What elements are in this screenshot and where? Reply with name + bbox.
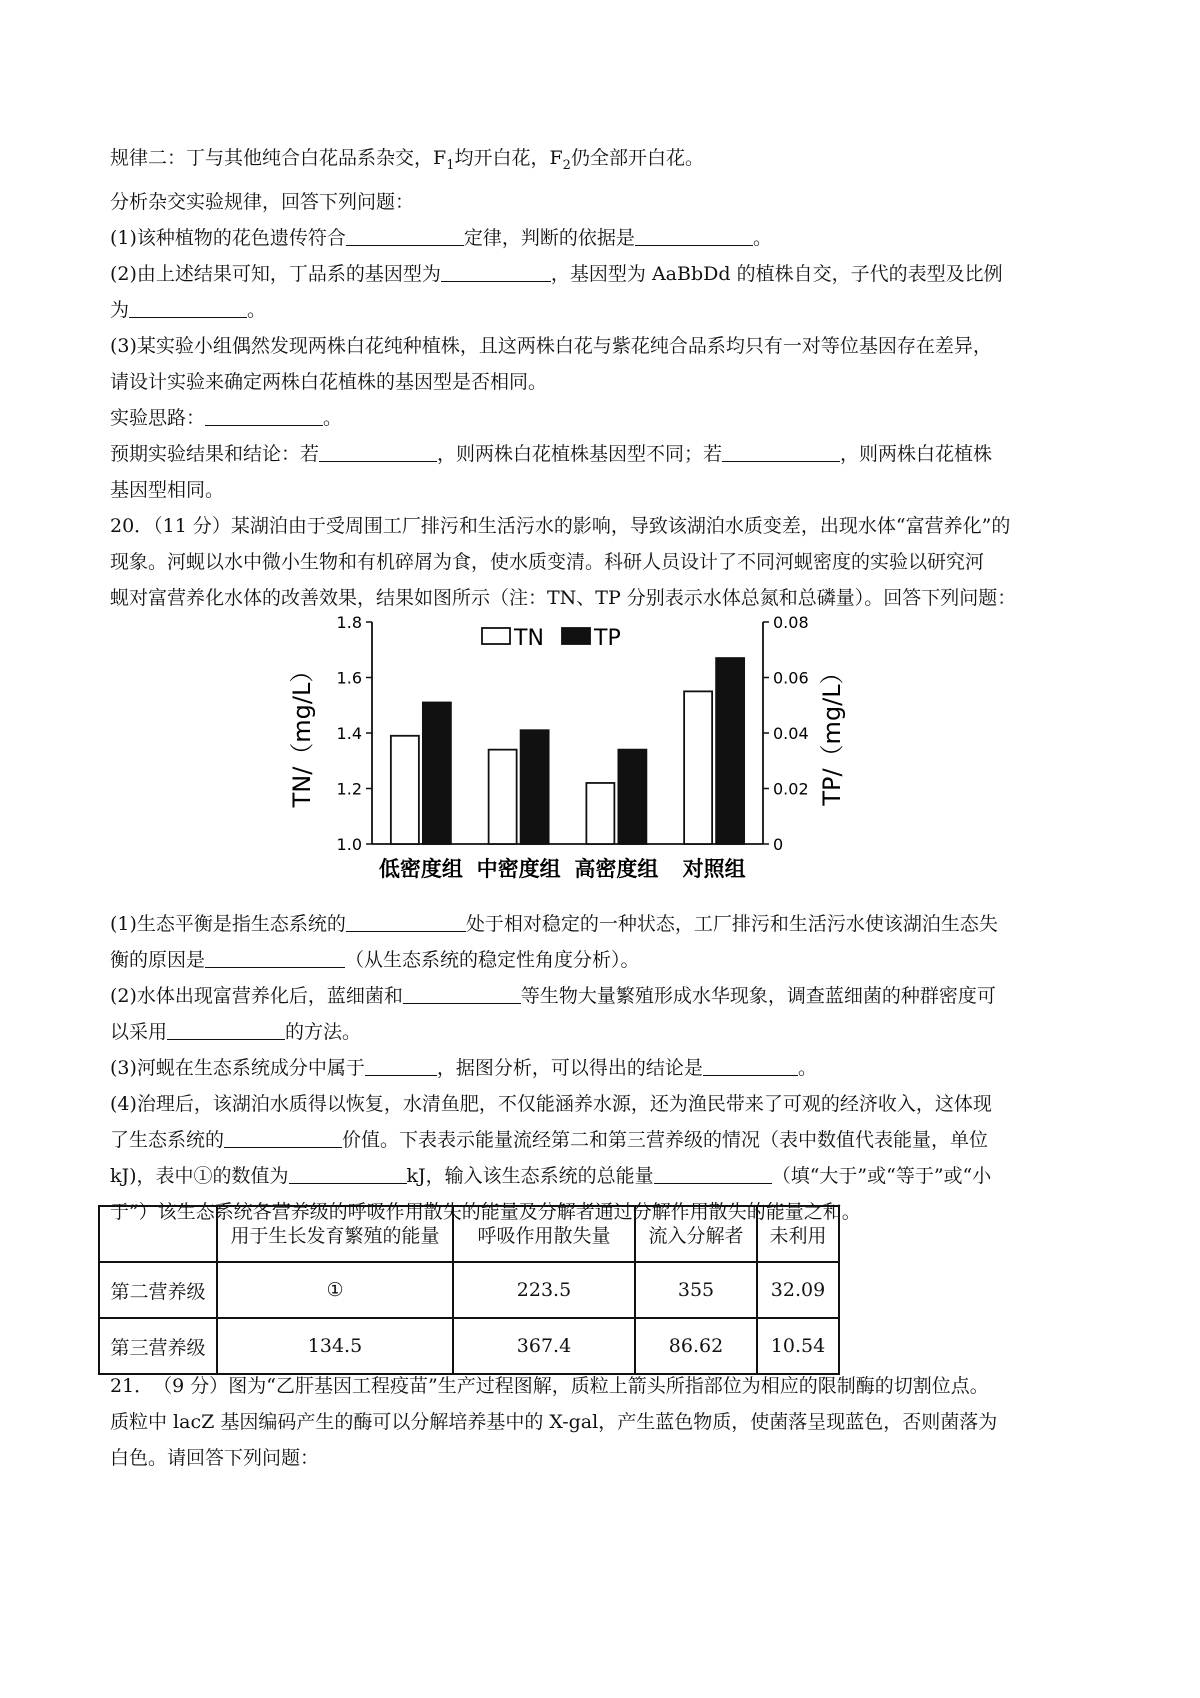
tp-bar xyxy=(618,749,646,843)
tn-tp-chart xyxy=(110,616,1100,906)
table-cell: 32.09 xyxy=(757,1262,839,1318)
q19-1: (1)该种植物的花色遗传符合 定律，判断的依据是 。 xyxy=(110,226,772,249)
answer-blank[interactable] xyxy=(289,1163,407,1184)
table-cell: 第二营养级 xyxy=(99,1262,217,1318)
tn-bar xyxy=(586,783,614,844)
answer-blank[interactable] xyxy=(654,1163,772,1184)
answer-blank[interactable] xyxy=(346,911,466,932)
answer-blank[interactable] xyxy=(167,1019,285,1040)
answer-blank[interactable] xyxy=(722,441,840,462)
answer-blank[interactable] xyxy=(319,441,437,462)
instruction-line: 分析杂交实验规律，回答下列问题： xyxy=(110,190,415,213)
energy-table xyxy=(98,1205,840,1375)
table-header-cell: 用于生长发育繁殖的能量 xyxy=(217,1206,453,1262)
tn-bar xyxy=(391,736,419,844)
legend-label-tp: TP xyxy=(594,625,621,651)
table-cell: 367.4 xyxy=(453,1318,635,1374)
question-text-top xyxy=(110,140,1100,1230)
y2-axis-title: TP/（mg/L） xyxy=(818,660,846,806)
table-cell: ① xyxy=(217,1262,453,1318)
q20-4a: (4)治理后，该湖泊水质得以恢复，水清鱼肥，不仅能涵养水源，还为渔民带来了可观的经济收入，这体现 xyxy=(110,1092,992,1115)
q19-2b: 为 。 xyxy=(110,298,267,321)
q20-4c: kJ)，表中①的数值为 kJ，输入该生态系统的总能量 （填“大于”或“等于”或“小 xyxy=(110,1164,992,1187)
q21-line-2: 质粒中 lacZ 基因编码产生的酶可以分解培养基中的 X-gal，产生蓝色物质，使菌落呈现蓝色，否则菌落为 xyxy=(110,1411,998,1433)
q20-1b: 衡的原因是 （从生态系统的稳定性角度分析）。 xyxy=(110,948,640,971)
y2-tick-label: 0.02 xyxy=(773,779,809,799)
category-label: 中密度组 xyxy=(476,856,561,881)
legend-swatch-tn xyxy=(482,628,510,644)
q20-1a: (1)生态平衡是指生态系统的 处于相对稳定的一种状态，工厂排污和生活污水使该湖泊生态失 xyxy=(110,912,998,935)
legend-label-tn: TN xyxy=(514,625,544,651)
q20-2b: 以采用 的方法。 xyxy=(110,1020,362,1043)
q20-3: (3)河蚬在生态系统成分中属于 ，据图分析，可以得出的结论是 。 xyxy=(110,1056,817,1079)
y-tick-label: 1.6 xyxy=(336,668,362,688)
y2-tick-label: 0.06 xyxy=(773,668,809,688)
y-tick-label: 1.4 xyxy=(336,723,362,743)
q19-3e: 基因型相同。 xyxy=(110,478,225,501)
category-label: 对照组 xyxy=(682,856,746,881)
table-header-row xyxy=(99,1206,839,1262)
answer-blank[interactable] xyxy=(205,947,345,968)
q20-intro-1: 20．（11 分）某湖泊由于受周围工厂排污和生活污水的影响，导致该湖泊水质变差，出现水体“富营养化”的 xyxy=(110,514,1011,537)
y-tick-label: 1.8 xyxy=(336,615,362,632)
answer-blank[interactable] xyxy=(346,225,464,246)
table-row xyxy=(99,1318,839,1374)
y2-tick-label: 0 xyxy=(773,834,784,854)
tn-bar xyxy=(489,749,517,843)
y-axis-title: TN/（mg/L） xyxy=(288,658,316,808)
q20-intro-2: 现象。河蚬以水中微小生物和有机碎屑为食，使水质变清。科研人员设计了不同河蚬密度的实验以研究河 xyxy=(110,550,985,573)
answer-blank[interactable] xyxy=(224,1127,342,1148)
answer-blank[interactable] xyxy=(635,225,753,246)
y2-tick-label: 0.08 xyxy=(773,615,809,632)
answer-blank[interactable] xyxy=(703,1055,798,1076)
q19-3b: 请设计实验来确定两株白花植株的基因型是否相同。 xyxy=(110,370,548,393)
answer-blank[interactable] xyxy=(129,297,247,318)
table-cell: 86.62 xyxy=(635,1318,757,1374)
table-cell: 第三营养级 xyxy=(99,1318,217,1374)
table-header-cell: 未利用 xyxy=(757,1206,839,1262)
bar-chart xyxy=(110,616,1100,906)
table-header-cell: 流入分解者 xyxy=(635,1206,757,1262)
q21-line-3: 白色。请回答下列问题： xyxy=(110,1447,320,1469)
q19-2a: (2)由上述结果可知，丁品系的基因型为 ，基因型为 AaBbDd 的植株自交，子代的表型及比例 xyxy=(110,262,1003,285)
tp-bar xyxy=(521,730,549,844)
table-cell: 10.54 xyxy=(757,1318,839,1374)
answer-blank[interactable] xyxy=(205,405,323,426)
q19-3c: 实验思路： 。 xyxy=(110,406,343,429)
q19-3a: (3)某实验小组偶然发现两株白花纯种植株，且这两株白花与紫花纯合品系均只有一对等位基因存在差异， xyxy=(110,334,992,357)
q19-3d: 预期实验结果和结论：若 ，则两株白花植株基因型不同；若 ，则两株白花植株 xyxy=(110,442,993,465)
category-label: 高密度组 xyxy=(574,856,659,881)
table-cell: 355 xyxy=(635,1262,757,1318)
table-row xyxy=(99,1262,839,1318)
tn-bar xyxy=(684,691,712,844)
q20-4d: 于”）该生态系统各营养级的呼吸作用散失的能量及分解者通过分解作用散失的能量之和。 xyxy=(110,1200,861,1223)
q21-line-1: 21． （9 分）图为“乙肝基因工程疫苗”生产过程图解，质粒上箭头所指部位为相应的限制酶的切割位点。 xyxy=(110,1375,989,1397)
answer-blank[interactable] xyxy=(441,261,551,282)
rule-two-line: 规律二：丁与其他纯合白花品系杂交，$F_1$均开白花，$F_2$仍全部开白花。 xyxy=(110,147,704,173)
y-tick-label: 1.2 xyxy=(336,779,362,799)
table-header-cell xyxy=(99,1206,217,1262)
q20-4b: 了生态系统的 价值。下表表示能量流经第二和第三营养级的情况（表中数值代表能量，单位 xyxy=(110,1128,989,1151)
legend-swatch-tp xyxy=(562,628,590,644)
table-cell: 223.5 xyxy=(453,1262,635,1318)
table-header-cell: 呼吸作用散失量 xyxy=(453,1206,635,1262)
answer-blank[interactable] xyxy=(365,1055,437,1076)
tp-bar xyxy=(423,702,451,844)
answer-blank[interactable] xyxy=(403,983,521,1004)
question-21 xyxy=(110,1368,1100,1476)
q20-2a: (2)水体出现富营养化后，蓝细菌和 等生物大量繁殖形成水华现象，调查蓝细菌的种群密度可 xyxy=(110,984,996,1007)
tp-bar xyxy=(716,658,744,844)
q20-intro-3: 蚬对富营养化水体的改善效果，结果如图所示（注：TN、TP 分别表示水体总氮和总磷量）。回答下列问题： xyxy=(110,586,1017,609)
y-tick-label: 1.0 xyxy=(336,834,362,854)
category-label: 低密度组 xyxy=(378,856,463,881)
table-cell: 134.5 xyxy=(217,1318,453,1374)
y2-tick-label: 0.04 xyxy=(773,723,809,743)
